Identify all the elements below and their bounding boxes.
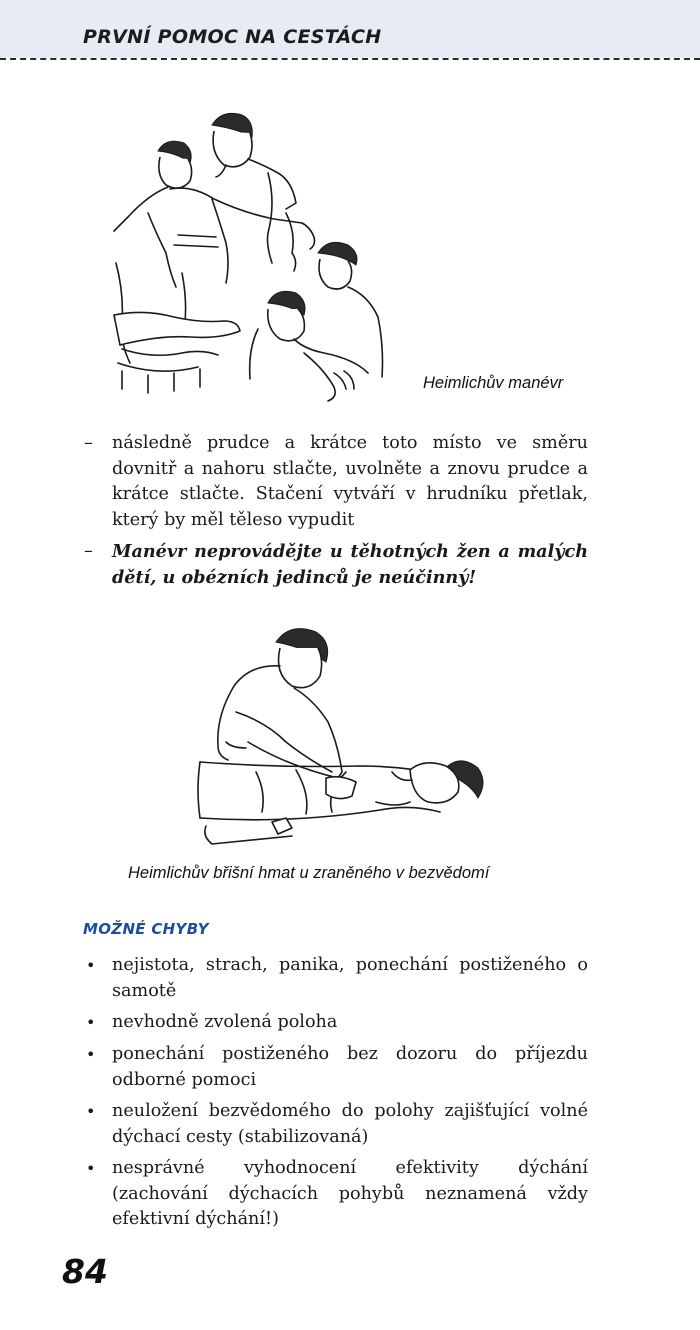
list-item-text: ponechání postiženého bez dozoru do příjezdu odborné pomoci (112, 1044, 588, 1090)
dash-marker: – (84, 541, 93, 561)
list-item-text: neuložení bezvědomého do polohy zajišťující volné dýchací cesty (stabilizovaná) (112, 1101, 588, 1147)
list-item (84, 1010, 588, 1036)
list-item (84, 1156, 588, 1233)
list-item-text: nesprávné vyhodnocení efektivity dýchání (zachování dýchacích pohybů neznamená vždy efektivní dýchání!) (112, 1158, 588, 1229)
header-dashed-rule (0, 58, 700, 60)
list-item (84, 1042, 588, 1093)
warning-item (84, 539, 588, 590)
dash-marker: – (84, 433, 93, 453)
list-item (84, 1099, 588, 1150)
running-title: PRVNÍ POMOC NA CESTÁCH (83, 26, 382, 48)
bullet-marker: • (86, 956, 96, 975)
section-heading: MOŽNÉ CHYBY (83, 920, 209, 938)
page-number: 84 (62, 1252, 108, 1291)
heimlich-unconscious-illustration (196, 622, 486, 854)
bullet-marker: • (86, 1013, 96, 1032)
list-item-text: nejistota, strach, panika, ponechání postiženého o samotě (112, 955, 588, 1001)
heimlich-standing-illustration (108, 103, 408, 403)
bullet-marker: • (86, 1102, 96, 1121)
list-item (84, 431, 588, 533)
bullet-marker: • (86, 1045, 96, 1064)
figure-caption: Heimlichův manévr (423, 374, 564, 392)
bullet-marker: • (86, 1159, 96, 1178)
figure-caption: Heimlichův břišní hmat u zraněného v bezvědomí (128, 864, 490, 882)
warning-text: Manévr neprovádějte u těhotných žen a malých dětí, u obézních jedinců je neúčinný! (112, 541, 588, 588)
list-item (84, 953, 588, 1004)
list-item-text: následně prudce a krátce toto místo ve směru dovnitř a nahoru stlačte, uvolněte a znovu prudce a krátce stlačte. Stačení vytváří v hrudníku přetlak, který by měl těleso vypudit (112, 433, 588, 530)
list-item-text: nevhodně zvolená poloha (112, 1012, 338, 1032)
